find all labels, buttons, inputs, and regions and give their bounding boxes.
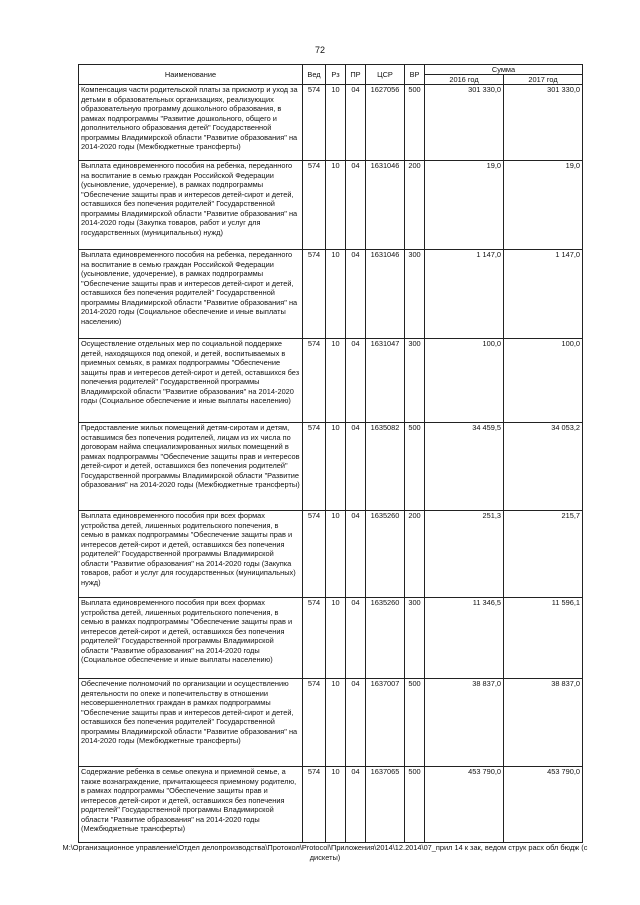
page-number: 72 — [314, 45, 325, 55]
row-ved: 574 — [303, 423, 326, 511]
row-vr: 500 — [405, 85, 425, 161]
row-pr: 04 — [346, 423, 366, 511]
row-rz: 10 — [326, 767, 346, 843]
table-row — [79, 767, 583, 843]
row-ved: 574 — [303, 598, 326, 679]
table-row — [79, 85, 583, 161]
row-rz: 10 — [326, 511, 346, 598]
row-sum-2017: 1 147,0 — [504, 250, 583, 339]
row-sum-2016: 301 330,0 — [425, 85, 504, 161]
row-name: Содержание ребенка в семье опекуна и приемной семье, а также вознаграждение, причитающееся приемному родителю, в рамках подпрограммы "Обеспечение защиты прав и интересов детей-сирот и детей, оставшихся без попечения родителей" Государственной программы Владимирской области "Развитие образования" на 2014-2020 годы (Межбюджетные трансферты) — [79, 767, 303, 843]
table-row — [79, 423, 583, 511]
row-sum-2017: 38 837,0 — [504, 679, 583, 767]
row-sum-2017: 34 053,2 — [504, 423, 583, 511]
header-year-2016: 2016 год — [425, 75, 504, 85]
row-pr: 04 — [346, 767, 366, 843]
table-row — [79, 250, 583, 339]
header-rz: Рз — [326, 65, 346, 85]
row-sum-2016: 19,0 — [425, 161, 504, 250]
table-row — [79, 598, 583, 679]
row-ved: 574 — [303, 339, 326, 423]
row-sum-2016: 1 147,0 — [425, 250, 504, 339]
budget-table — [78, 64, 583, 843]
table-row — [79, 511, 583, 598]
header-ved: Вед — [303, 65, 326, 85]
row-csr: 1635082 — [366, 423, 405, 511]
row-pr: 04 — [346, 161, 366, 250]
row-sum-2016: 38 837,0 — [425, 679, 504, 767]
row-csr: 1631046 — [366, 250, 405, 339]
row-vr: 500 — [405, 679, 425, 767]
row-name: Выплата единовременного пособия на ребенка, переданного на воспитание в семью граждан Российской Федерации (усыновление, удочерение), в рамках подпрограммы "Обеспечение защиты прав и интересов детей-сирот и детей, оставшихся без попечения родителей" Государственной программы Владимирской области "Развитие образования" на 2014-2020 годы (Закупка товаров, работ и услуг для государственных (муниципальных) нужд) — [79, 161, 303, 250]
row-name: Выплата единовременного пособия на ребенка, переданного на воспитание в семью граждан Российской Федерации (усыновление, удочерение), в рамках подпрограммы "Обеспечение защиты прав и интересов детей-сирот и детей, оставшихся без попечения родителей" Государственной программы Владимирской области "Развитие образования" на 2014-2020 годы (Социальное обеспечение и иные выплаты населению) — [79, 250, 303, 339]
row-vr: 300 — [405, 339, 425, 423]
header-sum: Сумма — [425, 65, 583, 75]
row-csr: 1631046 — [366, 161, 405, 250]
header-vr: ВР — [405, 65, 425, 85]
row-ved: 574 — [303, 767, 326, 843]
row-csr: 1637007 — [366, 679, 405, 767]
row-vr: 300 — [405, 250, 425, 339]
row-rz: 10 — [326, 598, 346, 679]
row-rz: 10 — [326, 161, 346, 250]
row-rz: 10 — [326, 85, 346, 161]
header-name: Наименование — [79, 65, 303, 85]
row-csr: 1635260 — [366, 511, 405, 598]
row-ved: 574 — [303, 511, 326, 598]
row-name: Обеспечение полномочий по организации и осуществлению деятельности по опеке и попечительству в отношении несовершеннолетних граждан в рамках подпрограммы "Обеспечение защиты прав и интересов детей-сирот и детей, оставшихся без попечения родителей" Государственной программы Владимирской области "Развитие образования" на 2014-2020 годы (Межбюджетные трансферты) — [79, 679, 303, 767]
row-rz: 10 — [326, 250, 346, 339]
row-sum-2017: 19,0 — [504, 161, 583, 250]
row-pr: 04 — [346, 85, 366, 161]
row-sum-2017: 215,7 — [504, 511, 583, 598]
row-csr: 1635260 — [366, 598, 405, 679]
row-ved: 574 — [303, 161, 326, 250]
row-sum-2017: 301 330,0 — [504, 85, 583, 161]
header-year-2017: 2017 год — [504, 75, 583, 85]
row-rz: 10 — [326, 339, 346, 423]
row-csr: 1637065 — [366, 767, 405, 843]
row-ved: 574 — [303, 85, 326, 161]
header-pr: ПР — [346, 65, 366, 85]
row-vr: 200 — [405, 161, 425, 250]
row-sum-2016: 34 459,5 — [425, 423, 504, 511]
row-vr: 500 — [405, 767, 425, 843]
row-pr: 04 — [346, 679, 366, 767]
header-csr: ЦСР — [366, 65, 405, 85]
row-sum-2016: 11 346,5 — [425, 598, 504, 679]
row-vr: 500 — [405, 423, 425, 511]
file-path-footer: M:\Организационное управление\Отдел делопроизводства\Протокол\Protocol\Приложения\2014\12.2014\07_прил 14 к зак, ведом струк расх обл бюдж (с дискеты) — [62, 843, 588, 862]
row-name: Выплата единовременного пособия при всех формах устройства детей, лишенных родительского попечения, в семью в рамках подпрограммы "Обеспечение защиты прав и интересов детей-сирот и детей, оставшихся без попечения родителей" Государственной программы Владимирской области "Развитие образования" на 2014-2020 годы (Социальное обеспечение и иные выплаты населению) — [79, 598, 303, 679]
row-ved: 574 — [303, 250, 326, 339]
row-name: Компенсация части родительской платы за присмотр и уход за детьми в образовательных организациях, реализующих образовательную программу дошкольного образования, в рамках подпрограммы "Развитие дошкольного, общего и дополнительного образования детей" Государственной программы Владимирской области "Развитие образования" на 2014-2020 годы (Межбюджетные трансферты) — [79, 85, 303, 161]
row-sum-2017: 11 596,1 — [504, 598, 583, 679]
row-vr: 200 — [405, 511, 425, 598]
row-pr: 04 — [346, 511, 366, 598]
table-row — [79, 161, 583, 250]
row-vr: 300 — [405, 598, 425, 679]
row-csr: 1627056 — [366, 85, 405, 161]
row-name: Предоставление жилых помещений детям-сиротам и детям, оставшимся без попечения родителей, лицам из их числа по договорам найма специализированных жилых помещений в рамках подпрограммы "Обеспечение защиты прав и интересов детей-сирот и детей, оставшихся без попечения родителей" Государственной программы Владимирской области "Развитие образования" на 2014-2020 годы (Межбюджетные трансферты) — [79, 423, 303, 511]
row-rz: 10 — [326, 679, 346, 767]
table-row — [79, 679, 583, 767]
row-sum-2017: 453 790,0 — [504, 767, 583, 843]
row-csr: 1631047 — [366, 339, 405, 423]
row-pr: 04 — [346, 598, 366, 679]
table-row — [79, 339, 583, 423]
row-name: Осуществление отдельных мер по социальной поддержке детей, находящихся под опекой, и детей, воспитываемых в приемных семьях, в рамках подпрограммы "Обеспечение защиты прав и интересов детей-сирот и детей, оставшихся без попечения родителей" Государственной программы Владимирской области "Развитие образования" на 2014-2020 годы (Социальное обеспечение и иные выплаты населению) — [79, 339, 303, 423]
row-sum-2017: 100,0 — [504, 339, 583, 423]
row-ved: 574 — [303, 679, 326, 767]
row-pr: 04 — [346, 339, 366, 423]
row-pr: 04 — [346, 250, 366, 339]
row-sum-2016: 100,0 — [425, 339, 504, 423]
row-sum-2016: 251,3 — [425, 511, 504, 598]
row-sum-2016: 453 790,0 — [425, 767, 504, 843]
row-rz: 10 — [326, 423, 346, 511]
row-name: Выплата единовременного пособия при всех формах устройства детей, лишенных родительского попечения, в семью в рамках подпрограммы "Обеспечение защиты прав и интересов детей-сирот и детей, оставшихся без попечения родителей" Государственной программы Владимирской области "Развитие образования" на 2014-2020 годы (Закупка товаров, работ и услуг для государственных (муниципальных) нужд) — [79, 511, 303, 598]
